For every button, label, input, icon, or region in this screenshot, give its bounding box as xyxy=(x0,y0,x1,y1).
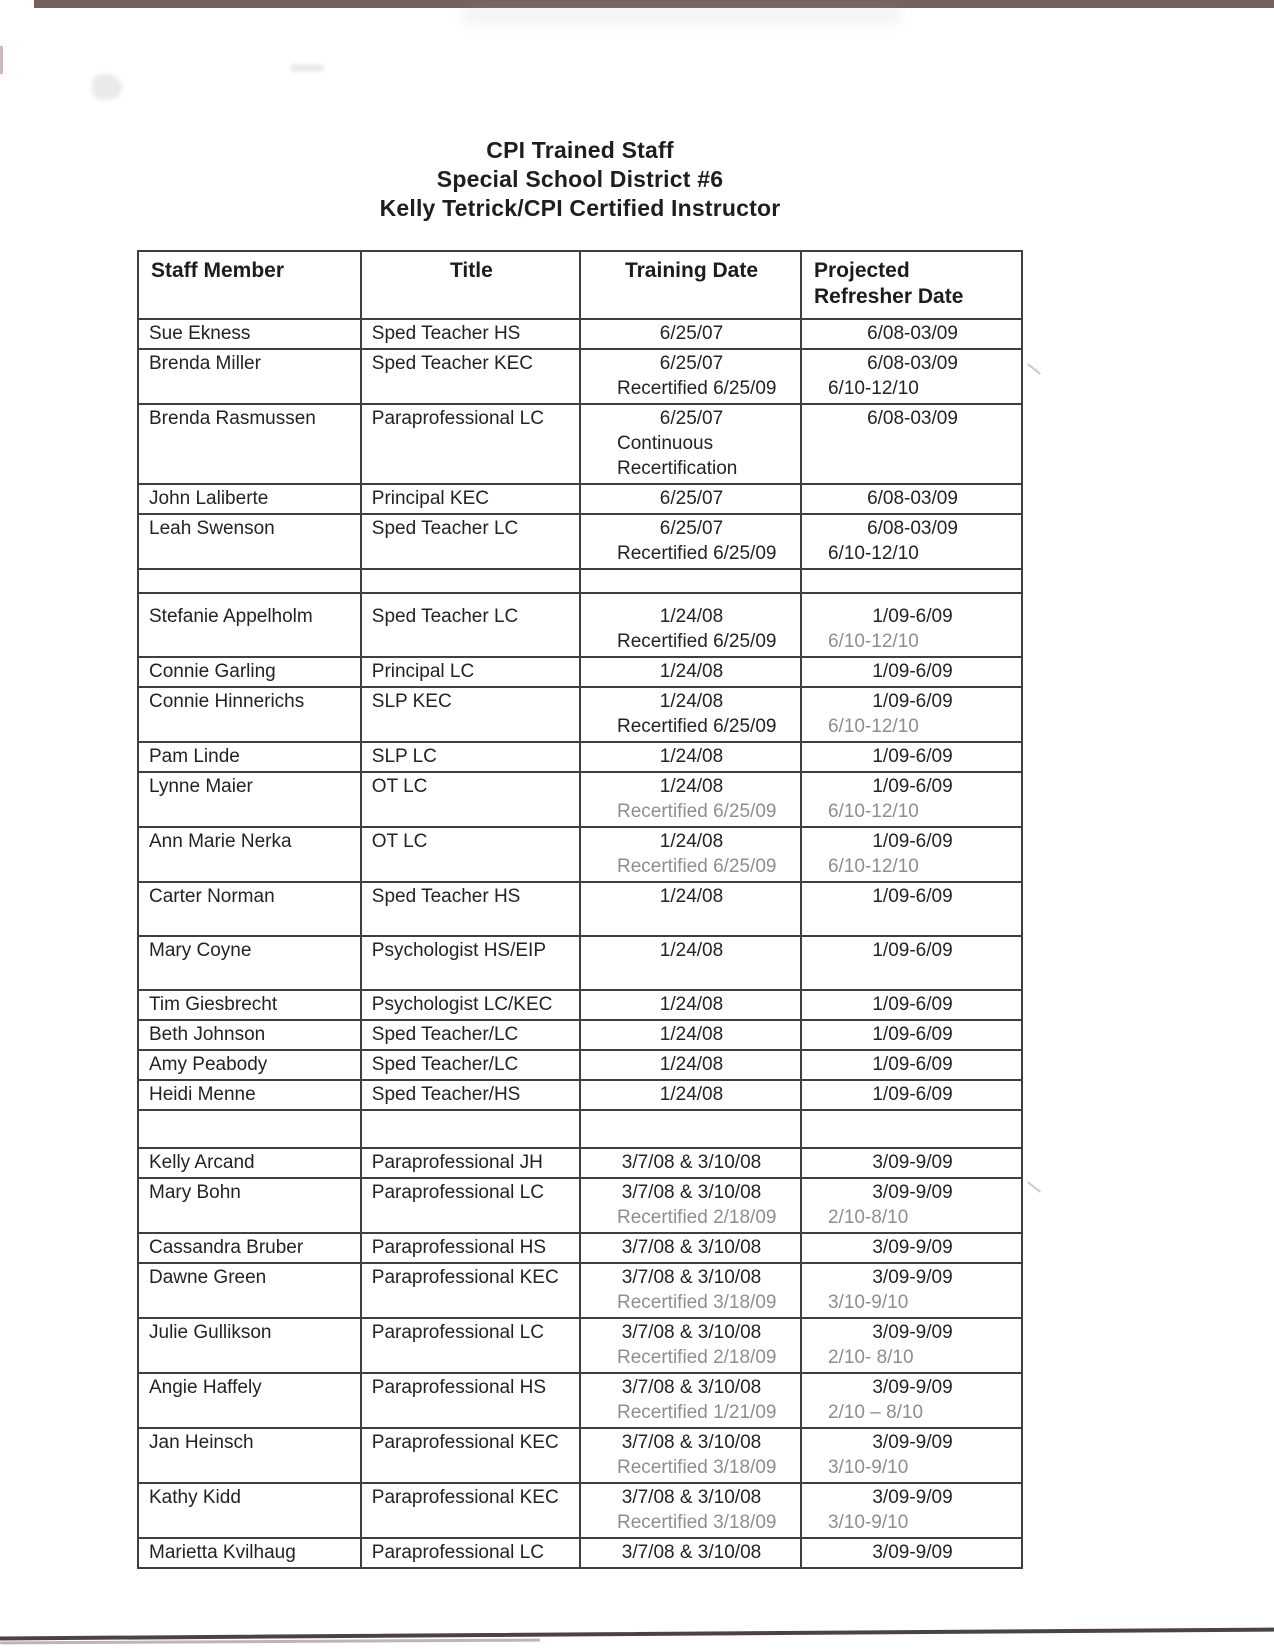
empty-cell xyxy=(580,569,801,593)
document-title-line-2: Special School District #6 xyxy=(436,166,724,192)
date-line: 1/24/08 xyxy=(659,691,724,712)
date-line: 3/09-9/09 xyxy=(872,1377,953,1398)
refresher-date-cell xyxy=(801,1050,1022,1080)
table-row xyxy=(138,742,1022,772)
training-date-cell xyxy=(580,742,801,772)
staff-name-cell: Beth Johnson xyxy=(138,1020,361,1050)
date-line: 6/25/07 xyxy=(659,518,724,539)
table-row xyxy=(138,1263,1022,1318)
training-date-cell xyxy=(580,484,801,514)
title-cell: OT LC xyxy=(361,772,580,827)
title-cell: Paraprofessional LC xyxy=(361,1318,580,1373)
date-line: Continuous xyxy=(616,433,714,454)
date-line: 6/10-12/10 xyxy=(827,801,919,822)
staff-name-cell: Pam Linde xyxy=(138,742,361,772)
staff-name-cell: Kelly Arcand xyxy=(138,1148,361,1178)
refresher-date-cell xyxy=(801,1318,1022,1373)
refresher-date-cell xyxy=(801,882,1022,936)
training-date-cell xyxy=(580,1050,801,1080)
title-cell: Paraprofessional KEC xyxy=(361,1428,580,1483)
date-line: 3/09-9/09 xyxy=(872,1487,953,1508)
title-cell: Paraprofessional LC xyxy=(361,1178,580,1233)
empty-cell xyxy=(580,1110,801,1148)
training-date-cell xyxy=(580,1428,801,1483)
table-row xyxy=(138,404,1022,484)
refresher-date-cell xyxy=(801,1538,1022,1568)
date-line: 3/10-9/10 xyxy=(827,1457,909,1478)
date-line: Recertified 6/25/09 xyxy=(616,378,777,399)
refresher-date-cell xyxy=(801,990,1022,1020)
column-header-title: Title xyxy=(361,251,580,319)
table-row xyxy=(138,990,1022,1020)
date-line: 6/08-03/09 xyxy=(867,353,958,374)
staff-name-cell: Brenda Rasmussen xyxy=(138,404,361,484)
table-row xyxy=(138,1428,1022,1483)
training-date-cell xyxy=(580,349,801,404)
training-date-cell xyxy=(580,687,801,742)
title-cell: Principal KEC xyxy=(361,484,580,514)
date-line: 3/09-9/09 xyxy=(872,1182,953,1203)
table-row xyxy=(138,772,1022,827)
date-line: Recertified 3/18/09 xyxy=(616,1512,777,1533)
date-line: 1/09-6/09 xyxy=(872,1054,953,1075)
training-date-cell xyxy=(580,1233,801,1263)
table-row xyxy=(138,1148,1022,1178)
date-line: 3/7/08 & 3/10/08 xyxy=(621,1542,762,1563)
refresher-date-cell xyxy=(801,1373,1022,1428)
title-cell: Paraprofessional HS xyxy=(361,1233,580,1263)
table-row xyxy=(138,936,1022,990)
date-line: 2/10- 8/10 xyxy=(827,1347,914,1368)
training-date-cell xyxy=(580,1178,801,1233)
date-line: 6/10-12/10 xyxy=(827,631,919,652)
refresher-date-cell xyxy=(801,319,1022,349)
staff-name-cell: Kathy Kidd xyxy=(138,1483,361,1538)
table-row xyxy=(138,1483,1022,1538)
scan-smudge xyxy=(462,2,902,26)
training-date-cell xyxy=(580,827,801,882)
training-date-cell xyxy=(580,1538,801,1568)
table-row xyxy=(138,349,1022,404)
date-line: Recertified 6/25/09 xyxy=(616,716,777,737)
date-line: 1/09-6/09 xyxy=(872,606,953,627)
table-row xyxy=(138,514,1022,569)
date-line: 1/24/08 xyxy=(659,831,724,852)
date-line: Recertified 6/25/09 xyxy=(616,801,777,822)
date-line: 1/09-6/09 xyxy=(872,661,953,682)
date-line: 6/25/07 xyxy=(659,353,724,374)
refresher-date-cell xyxy=(801,1020,1022,1050)
table-row xyxy=(138,1538,1022,1568)
training-date-cell xyxy=(580,1080,801,1110)
training-date-cell xyxy=(580,657,801,687)
staff-name-cell: Sue Ekness xyxy=(138,319,361,349)
title-cell: Paraprofessional LC xyxy=(361,1538,580,1568)
refresher-date-cell xyxy=(801,1080,1022,1110)
empty-cell xyxy=(361,1110,580,1148)
refresher-date-cell xyxy=(801,1428,1022,1483)
staff-training-table xyxy=(137,250,1023,1569)
title-cell: Sped Teacher/HS xyxy=(361,1080,580,1110)
staff-name-cell: Tim Giesbrecht xyxy=(138,990,361,1020)
scan-mark xyxy=(1027,363,1041,374)
date-line: 3/10-9/10 xyxy=(827,1512,909,1533)
table-row xyxy=(138,1178,1022,1233)
date-line: 1/09-6/09 xyxy=(872,1084,953,1105)
title-cell: Psychologist HS/EIP xyxy=(361,936,580,990)
date-line: Recertified 2/18/09 xyxy=(616,1347,777,1368)
date-line: 6/08-03/09 xyxy=(867,323,958,344)
title-cell: SLP KEC xyxy=(361,687,580,742)
empty-cell xyxy=(801,1110,1022,1148)
date-line: 3/09-9/09 xyxy=(872,1322,953,1343)
refresher-date-cell xyxy=(801,1178,1022,1233)
date-line: 1/09-6/09 xyxy=(872,994,953,1015)
training-date-cell xyxy=(580,990,801,1020)
scan-mark xyxy=(0,46,3,74)
title-cell: OT LC xyxy=(361,827,580,882)
spacer-row xyxy=(138,1110,1022,1148)
title-cell: Sped Teacher LC xyxy=(361,514,580,569)
staff-name-cell: Marietta Kvilhaug xyxy=(138,1538,361,1568)
refresher-date-cell xyxy=(801,657,1022,687)
date-line: 2/10-8/10 xyxy=(827,1207,909,1228)
title-cell: Paraprofessional LC xyxy=(361,404,580,484)
date-line: 2/10 – 8/10 xyxy=(827,1402,924,1423)
date-line: 1/09-6/09 xyxy=(872,746,953,767)
date-line: Recertified 2/18/09 xyxy=(616,1207,777,1228)
staff-name-cell: John Laliberte xyxy=(138,484,361,514)
date-line: Recertified 6/25/09 xyxy=(616,631,777,652)
refresher-date-cell xyxy=(801,404,1022,484)
date-line: 3/10-9/10 xyxy=(827,1292,909,1313)
staff-name-cell: Stefanie Appelholm xyxy=(138,593,361,657)
refresher-date-cell xyxy=(801,349,1022,404)
date-line: 6/10-12/10 xyxy=(827,856,919,877)
date-line: 1/09-6/09 xyxy=(872,886,953,907)
scan-mark xyxy=(92,74,122,100)
table-row xyxy=(138,1050,1022,1080)
training-date-cell xyxy=(580,593,801,657)
date-line: 3/7/08 & 3/10/08 xyxy=(621,1237,762,1258)
staff-name-cell: Angie Haffely xyxy=(138,1373,361,1428)
refresher-date-cell xyxy=(801,772,1022,827)
date-line: 6/08-03/09 xyxy=(867,518,958,539)
date-line: 6/08-03/09 xyxy=(867,408,958,429)
staff-name-cell: Cassandra Bruber xyxy=(138,1233,361,1263)
training-date-cell xyxy=(580,1373,801,1428)
date-line: Recertified 3/18/09 xyxy=(616,1457,777,1478)
date-line: 6/25/07 xyxy=(659,408,724,429)
date-line: 3/7/08 & 3/10/08 xyxy=(621,1322,762,1343)
table-row xyxy=(138,1080,1022,1110)
date-line: 6/25/07 xyxy=(659,323,724,344)
date-line: 1/24/08 xyxy=(659,776,724,797)
table-row xyxy=(138,484,1022,514)
date-line: 3/09-9/09 xyxy=(872,1267,953,1288)
date-line: 6/08-03/09 xyxy=(867,488,958,509)
staff-name-cell: Amy Peabody xyxy=(138,1050,361,1080)
refresher-date-cell xyxy=(801,687,1022,742)
table-row xyxy=(138,1318,1022,1373)
date-line: Recertification xyxy=(616,458,738,479)
refresher-date-cell xyxy=(801,593,1022,657)
refresher-date-cell xyxy=(801,1263,1022,1318)
date-line: 3/09-9/09 xyxy=(872,1542,953,1563)
staff-name-cell: Jan Heinsch xyxy=(138,1428,361,1483)
column-header-staff-member: Staff Member xyxy=(138,251,361,319)
title-cell: Paraprofessional KEC xyxy=(361,1483,580,1538)
date-line: Recertified 6/25/09 xyxy=(616,543,777,564)
table-row xyxy=(138,1020,1022,1050)
date-line: 3/09-9/09 xyxy=(872,1432,953,1453)
staff-name-cell: Connie Garling xyxy=(138,657,361,687)
table-row xyxy=(138,827,1022,882)
staff-name-cell: Leah Swenson xyxy=(138,514,361,569)
date-line: 3/7/08 & 3/10/08 xyxy=(621,1267,762,1288)
title-cell: Sped Teacher/LC xyxy=(361,1050,580,1080)
date-line: Recertified 1/21/09 xyxy=(616,1402,777,1423)
scan-mark xyxy=(1027,1181,1041,1192)
date-line: 3/7/08 & 3/10/08 xyxy=(621,1487,762,1508)
date-line: 1/24/08 xyxy=(659,746,724,767)
table-row xyxy=(138,1373,1022,1428)
date-line: 3/09-9/09 xyxy=(872,1237,953,1258)
date-line: 6/10-12/10 xyxy=(827,378,919,399)
table-row xyxy=(138,319,1022,349)
staff-name-cell: Dawne Green xyxy=(138,1263,361,1318)
date-line: 1/24/08 xyxy=(659,1024,724,1045)
training-date-cell xyxy=(580,882,801,936)
table-row xyxy=(138,593,1022,657)
column-header-training-date: Training Date xyxy=(580,251,801,319)
date-line: 3/09-9/09 xyxy=(872,1152,953,1173)
date-line: 3/7/08 & 3/10/08 xyxy=(621,1377,762,1398)
empty-cell xyxy=(801,569,1022,593)
date-line: 3/7/08 & 3/10/08 xyxy=(621,1152,762,1173)
table-header-row xyxy=(138,251,1022,319)
title-cell: Sped Teacher/LC xyxy=(361,1020,580,1050)
table-row xyxy=(138,657,1022,687)
empty-cell xyxy=(138,569,361,593)
date-line: 6/10-12/10 xyxy=(827,716,919,737)
refresher-date-cell xyxy=(801,936,1022,990)
date-line: Recertified 6/25/09 xyxy=(616,856,777,877)
title-cell: SLP LC xyxy=(361,742,580,772)
staff-name-cell: Julie Gullikson xyxy=(138,1318,361,1373)
staff-name-cell: Lynne Maier xyxy=(138,772,361,827)
refresher-date-cell xyxy=(801,827,1022,882)
refresher-date-cell xyxy=(801,514,1022,569)
training-date-cell xyxy=(580,1263,801,1318)
scan-mark xyxy=(290,64,324,72)
refresher-date-cell xyxy=(801,742,1022,772)
refresher-date-cell xyxy=(801,1148,1022,1178)
column-header-projected-refresher-date: Projected Refresher Date xyxy=(801,251,1022,319)
date-line: 1/09-6/09 xyxy=(872,940,953,961)
date-line: 1/24/08 xyxy=(659,661,724,682)
table-row xyxy=(138,1233,1022,1263)
date-line: 1/09-6/09 xyxy=(872,691,953,712)
title-cell: Paraprofessional KEC xyxy=(361,1263,580,1318)
training-date-cell xyxy=(580,1148,801,1178)
empty-cell xyxy=(138,1110,361,1148)
staff-name-cell: Ann Marie Nerka xyxy=(138,827,361,882)
refresher-date-cell xyxy=(801,1233,1022,1263)
title-cell: Sped Teacher LC xyxy=(361,593,580,657)
date-line: 3/7/08 & 3/10/08 xyxy=(621,1182,762,1203)
refresher-date-cell xyxy=(801,484,1022,514)
staff-name-cell: Heidi Menne xyxy=(138,1080,361,1110)
title-cell: Sped Teacher HS xyxy=(361,319,580,349)
spacer-row xyxy=(138,569,1022,593)
document-title-line-3: Kelly Tetrick/CPI Certified Instructor xyxy=(379,195,781,221)
date-line: 3/7/08 & 3/10/08 xyxy=(621,1432,762,1453)
date-line: 6/25/07 xyxy=(659,488,724,509)
date-line: 1/24/08 xyxy=(659,1084,724,1105)
staff-name-cell: Connie Hinnerichs xyxy=(138,687,361,742)
document-title xyxy=(137,136,1023,223)
training-date-cell xyxy=(580,772,801,827)
empty-cell xyxy=(361,569,580,593)
title-cell: Sped Teacher HS xyxy=(361,882,580,936)
date-line: 1/24/08 xyxy=(659,994,724,1015)
date-line: 1/09-6/09 xyxy=(872,776,953,797)
date-line: Recertified 3/18/09 xyxy=(616,1292,777,1313)
title-cell: Principal LC xyxy=(361,657,580,687)
training-date-cell xyxy=(580,1483,801,1538)
training-date-cell xyxy=(580,319,801,349)
training-date-cell xyxy=(580,1318,801,1373)
training-date-cell xyxy=(580,1020,801,1050)
date-line: 1/09-6/09 xyxy=(872,1024,953,1045)
training-date-cell xyxy=(580,514,801,569)
table-row xyxy=(138,882,1022,936)
title-cell: Psychologist LC/KEC xyxy=(361,990,580,1020)
staff-name-cell: Mary Coyne xyxy=(138,936,361,990)
staff-name-cell: Brenda Miller xyxy=(138,349,361,404)
refresher-date-cell xyxy=(801,1483,1022,1538)
title-cell: Sped Teacher KEC xyxy=(361,349,580,404)
staff-name-cell: Carter Norman xyxy=(138,882,361,936)
title-cell: Paraprofessional HS xyxy=(361,1373,580,1428)
training-date-cell xyxy=(580,404,801,484)
title-cell: Paraprofessional JH xyxy=(361,1148,580,1178)
table-row xyxy=(138,687,1022,742)
date-line: 1/24/08 xyxy=(659,886,724,907)
document-title-line-1: CPI Trained Staff xyxy=(486,137,674,163)
date-line: 1/09-6/09 xyxy=(872,831,953,852)
date-line: 1/24/08 xyxy=(659,1054,724,1075)
training-date-cell xyxy=(580,936,801,990)
staff-name-cell: Mary Bohn xyxy=(138,1178,361,1233)
date-line: 1/24/08 xyxy=(659,606,724,627)
date-line: 6/10-12/10 xyxy=(827,543,919,564)
staff-table-body xyxy=(138,319,1022,1568)
date-line: 1/24/08 xyxy=(659,940,724,961)
scan-edge-line-bottom xyxy=(0,1627,1274,1640)
